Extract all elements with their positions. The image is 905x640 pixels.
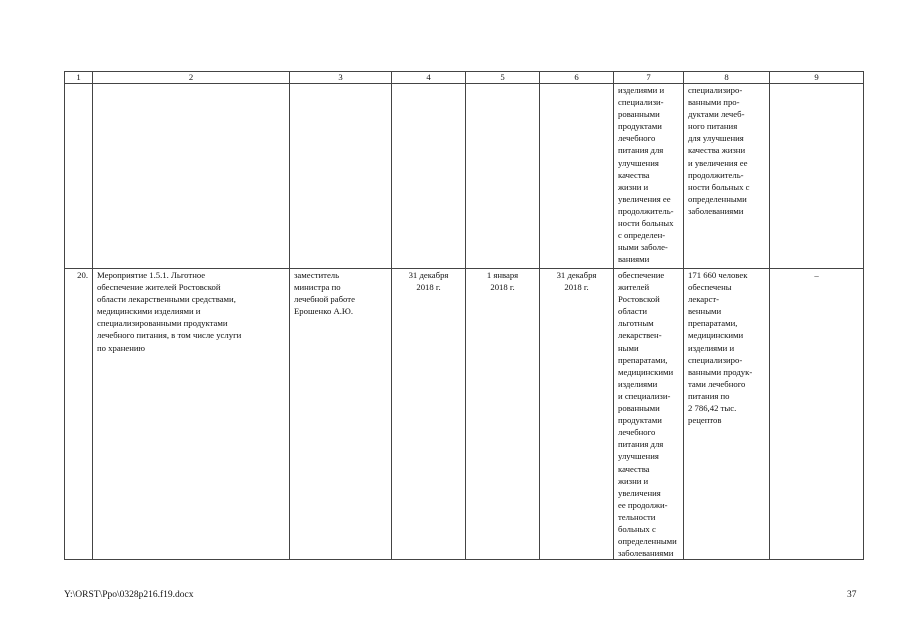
text-line: обеспечение [618, 270, 665, 280]
text-line: ванными продук- [688, 366, 753, 377]
text-line: 1 января [486, 270, 519, 280]
text-line: ного питания [688, 121, 738, 132]
continuation-col8 [684, 84, 770, 269]
text-line: лечебного [618, 133, 656, 144]
text-line: министра по [294, 282, 341, 293]
text-line: заболеваниями [688, 205, 744, 216]
text-line: 2018 г. [490, 282, 515, 293]
text-line: увеличения ее [618, 193, 671, 204]
text-line: ее продолжи- [618, 499, 668, 510]
continuation-col7 [614, 84, 684, 269]
text-line: медицинскими [618, 366, 674, 377]
row-number: 20. [65, 269, 93, 560]
text-line: продуктами [618, 415, 662, 426]
text-line: продолжитель- [688, 169, 744, 180]
text-line: улучшения [618, 451, 659, 462]
text-line: препаратами, [688, 318, 738, 329]
text-line: изделиями [618, 378, 658, 389]
text-line: лечебного питания, в том числе услуги [97, 330, 242, 341]
text-line: 2018 г. [564, 282, 589, 293]
file-path: Y:\ORST\Ppo\0328p216.f19.docx [64, 590, 194, 600]
text-line: заболеваниями [618, 548, 674, 559]
col-header-1: 1 [65, 72, 93, 84]
text-line: ности больных с [688, 181, 750, 192]
col-header-4: 4 [392, 72, 466, 84]
col-header-7: 7 [614, 72, 684, 84]
table-row-20 [65, 269, 864, 560]
text-line: специализи- [618, 97, 664, 108]
text-line: медицинскими [688, 330, 744, 341]
column-number-row [65, 72, 864, 84]
expected-result [614, 269, 684, 560]
text-line: заместитель [294, 270, 340, 280]
text-line: лечебной работе [294, 294, 355, 305]
text-line: специализиро- [688, 85, 743, 95]
text-line: Ерошенко А.Ю. [294, 306, 354, 317]
text-line: венными [688, 306, 722, 317]
text-line: изделиями и [688, 342, 735, 353]
text-line: продолжитель- [618, 205, 674, 216]
text-line: изделиями и [618, 85, 665, 95]
text-line: льготным [618, 318, 654, 329]
text-line: специализиро- [688, 354, 743, 365]
text-line: 31 декабря [408, 270, 449, 280]
text-line: Мероприятие 1.5.1. Льготное [97, 270, 206, 280]
col-header-5: 5 [466, 72, 540, 84]
text-line: продуктами [618, 121, 662, 132]
text-line: 31 декабря [556, 270, 597, 280]
text-line: лекарст- [688, 294, 720, 305]
deadline-date [392, 269, 466, 560]
text-line: качества [618, 463, 650, 474]
end-date [540, 269, 614, 560]
text-line: рованными [618, 403, 660, 414]
text-line: определенными [618, 536, 677, 547]
text-line: питания для [618, 145, 664, 156]
text-line: препаратами, [618, 354, 668, 365]
text-line: дуктами лечеб- [688, 109, 745, 120]
text-line: 2 786,42 тыс. [688, 403, 737, 414]
text-line: с определен- [618, 230, 666, 241]
start-date [466, 269, 540, 560]
text-line: питания по [688, 390, 730, 401]
actual-result [684, 269, 770, 560]
text-line: для улучшения [688, 133, 744, 144]
text-line: жизни и [618, 181, 649, 192]
text-line: ными заболе- [618, 242, 668, 253]
continuation-row [65, 84, 864, 269]
text-line: области [618, 306, 648, 317]
text-line: специализированными продуктами [97, 318, 228, 329]
text-line: ванными про- [688, 97, 740, 108]
text-line: ности больных [618, 218, 674, 229]
col-header-2: 2 [93, 72, 290, 84]
text-line: 171 660 человек [688, 270, 748, 280]
text-line: рованными [618, 109, 660, 120]
col-header-8: 8 [684, 72, 770, 84]
page-number: 37 [847, 590, 857, 600]
text-line: лекарствен- [618, 330, 662, 341]
text-line: ваниями [618, 254, 650, 265]
text-line: и специализи- [618, 390, 671, 401]
text-line: и увеличения ее [688, 157, 748, 168]
col-header-9: 9 [770, 72, 864, 84]
col-header-6: 6 [540, 72, 614, 84]
text-line: качества жизни [688, 145, 746, 156]
text-line: обеспечение жителей Ростовской [97, 282, 221, 293]
text-line: улучшения [618, 157, 659, 168]
text-line: питания для [618, 439, 664, 450]
text-line: тами лечебного [688, 378, 746, 389]
text-line: жителей [618, 282, 650, 293]
text-line: увеличения [618, 487, 661, 498]
text-line: определенными [688, 193, 747, 204]
text-line: медицинскими изделиями и [97, 306, 201, 317]
text-line: лечебного [618, 427, 656, 438]
text-line: качества [618, 169, 650, 180]
text-line: Ростовской [618, 294, 660, 305]
text-line: больных с [618, 523, 656, 534]
responsible-person [290, 269, 392, 560]
text-line: ными [618, 342, 639, 353]
text-line: обеспечены [688, 282, 732, 293]
text-line: рецептов [688, 415, 722, 426]
plan-table [64, 71, 864, 560]
text-line: области лекарственными средствами, [97, 294, 236, 305]
notes-cell: – [770, 269, 864, 560]
event-description [93, 269, 290, 560]
text-line: жизни и [618, 475, 649, 486]
col-header-3: 3 [290, 72, 392, 84]
text-line: тельности [618, 511, 656, 522]
text-line: 2018 г. [416, 282, 441, 293]
text-line: по хранению [97, 342, 146, 353]
